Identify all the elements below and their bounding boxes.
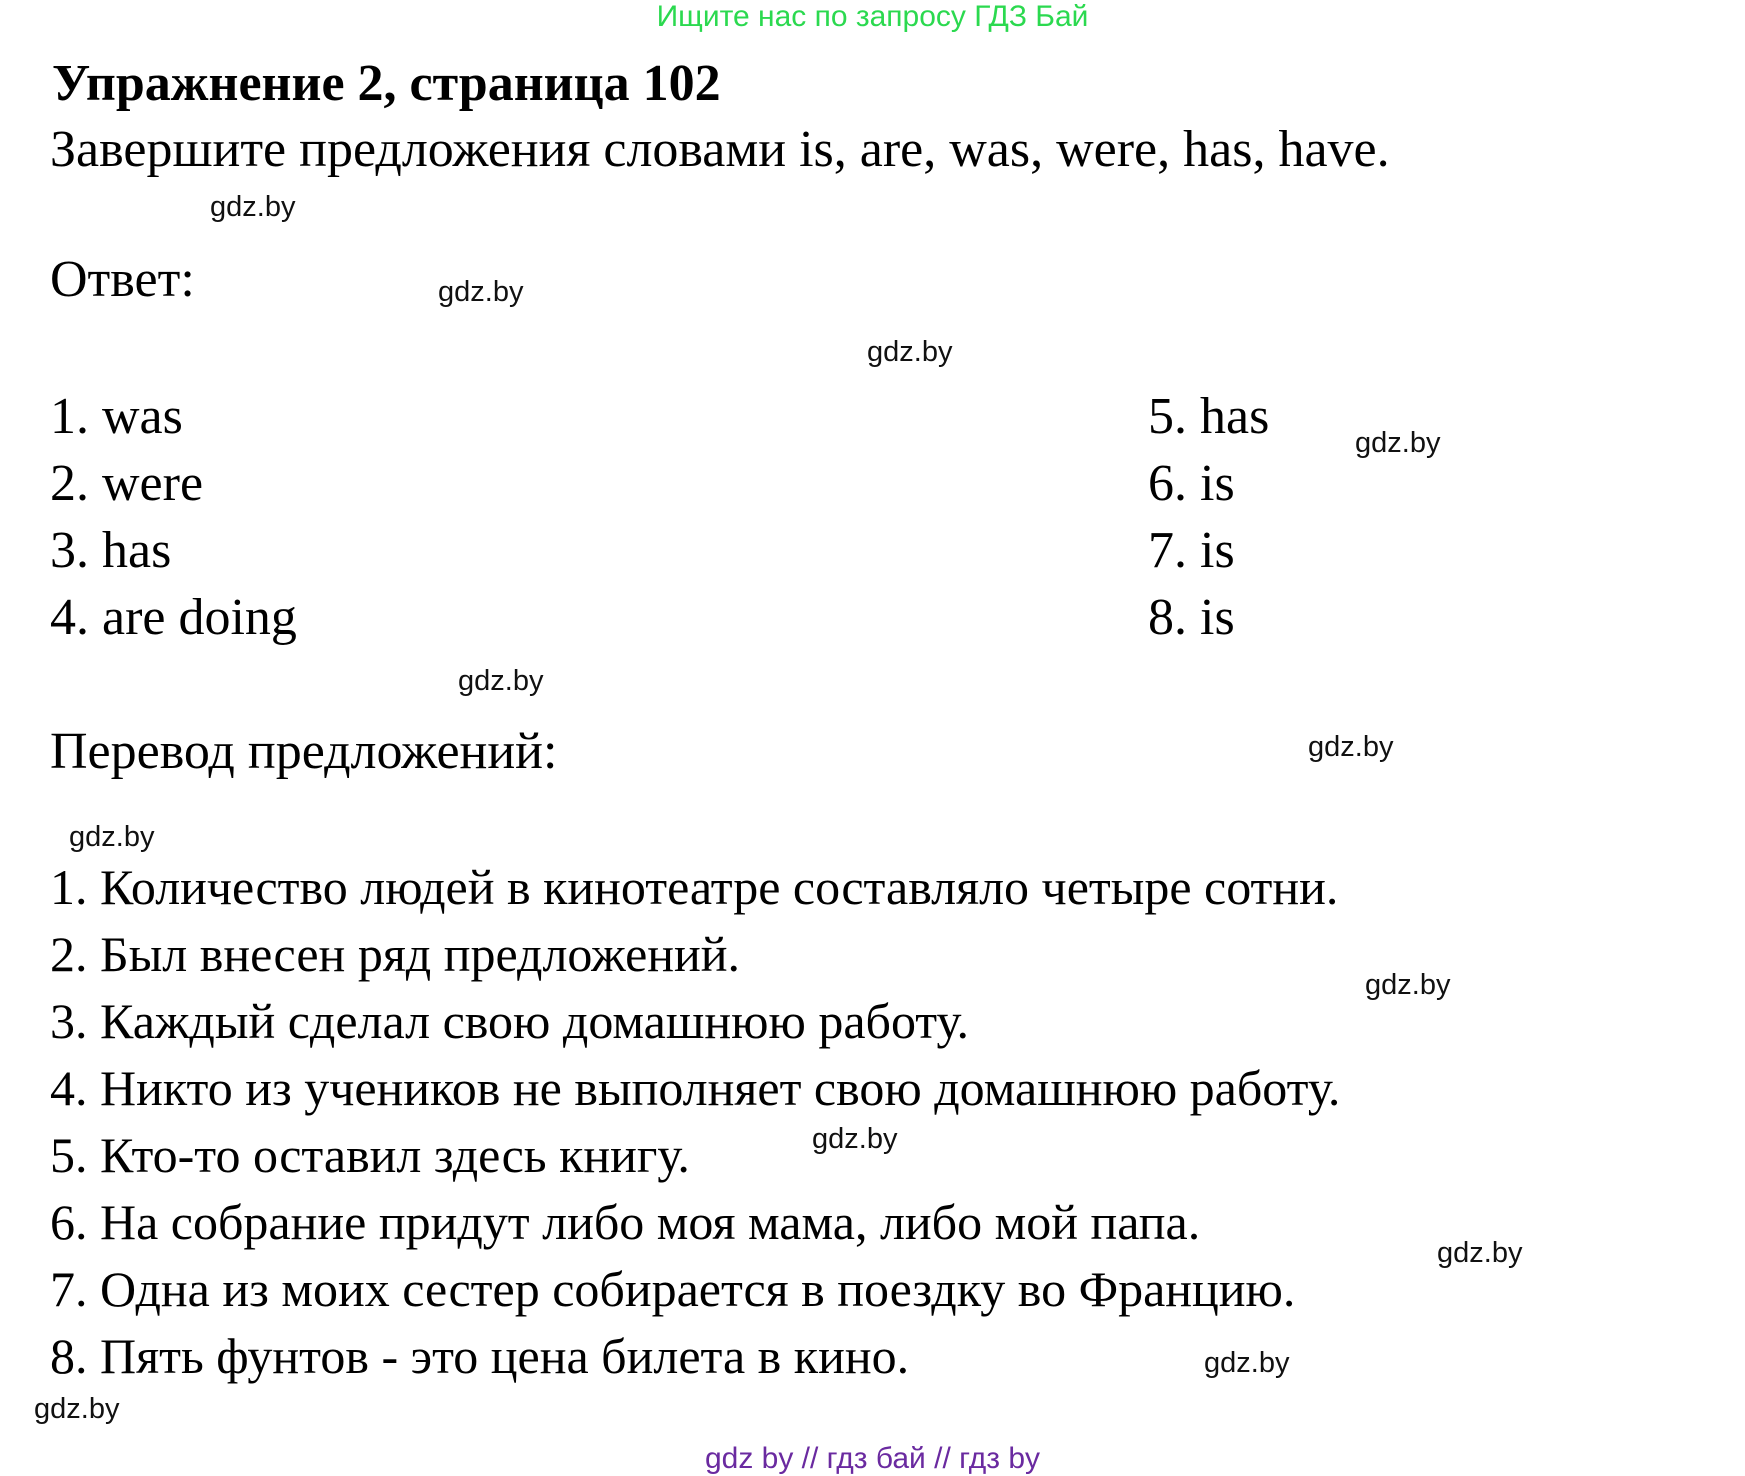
translation-item: 2. Был внесен ряд предложений.: [50, 926, 741, 982]
answer-item: 6. is: [1148, 455, 1235, 512]
answer-item: 2. were: [50, 455, 204, 512]
translation-item: 8. Пять фунтов - это цена билета в кино.: [50, 1328, 910, 1384]
translation-item: 4. Никто из учеников не выполняет свою домашнюю работу.: [50, 1060, 1341, 1116]
answer-item: 4. are doing: [50, 589, 297, 646]
answer-heading: Ответ:: [50, 251, 195, 308]
answer-item: 7. is: [1148, 522, 1235, 579]
answer-item: 3. has: [50, 522, 172, 579]
answer-item: 1. was: [50, 388, 183, 445]
translation-item: 7. Одна из моих сестер собирается в поездку во Францию.: [50, 1261, 1296, 1317]
watermark: gdz.by: [1204, 1347, 1290, 1379]
watermark: gdz.by: [867, 336, 953, 368]
watermark: gdz.by: [1437, 1237, 1523, 1269]
answer-item: 5. has: [1148, 388, 1270, 445]
watermark: gdz.by: [458, 665, 544, 697]
answer-item: 8. is: [1148, 589, 1235, 646]
watermark: gdz.by: [210, 191, 296, 223]
translation-item: 3. Каждый сделал свою домашнюю работу.: [50, 993, 969, 1049]
watermark: gdz.by: [1308, 731, 1394, 763]
watermark: gdz.by: [34, 1393, 120, 1425]
watermark: gdz.by: [812, 1123, 898, 1155]
watermark: gdz.by: [1355, 427, 1441, 459]
page-title: Упражнение 2, страница 102: [52, 55, 721, 112]
watermark: gdz.by: [438, 276, 524, 308]
footer-links[interactable]: gdz by // гдз бай // гдз by: [704, 1442, 1041, 1475]
watermark: gdz.by: [1365, 969, 1451, 1001]
translation-item: 6. На собрание придут либо моя мама, либо мой папа.: [50, 1194, 1201, 1250]
translation-heading: Перевод предложений:: [50, 723, 558, 780]
task-text: Завершите предложения словами is, are, was, were, has, have.: [50, 121, 1390, 178]
translation-item: 1. Количество людей в кинотеатре составляло четыре сотни.: [50, 859, 1339, 915]
translation-item: 5. Кто-то оставил здесь книгу.: [50, 1127, 690, 1183]
top-banner[interactable]: Ищите нас по запросу ГДЗ Бай: [656, 0, 1089, 33]
watermark: gdz.by: [69, 821, 155, 853]
